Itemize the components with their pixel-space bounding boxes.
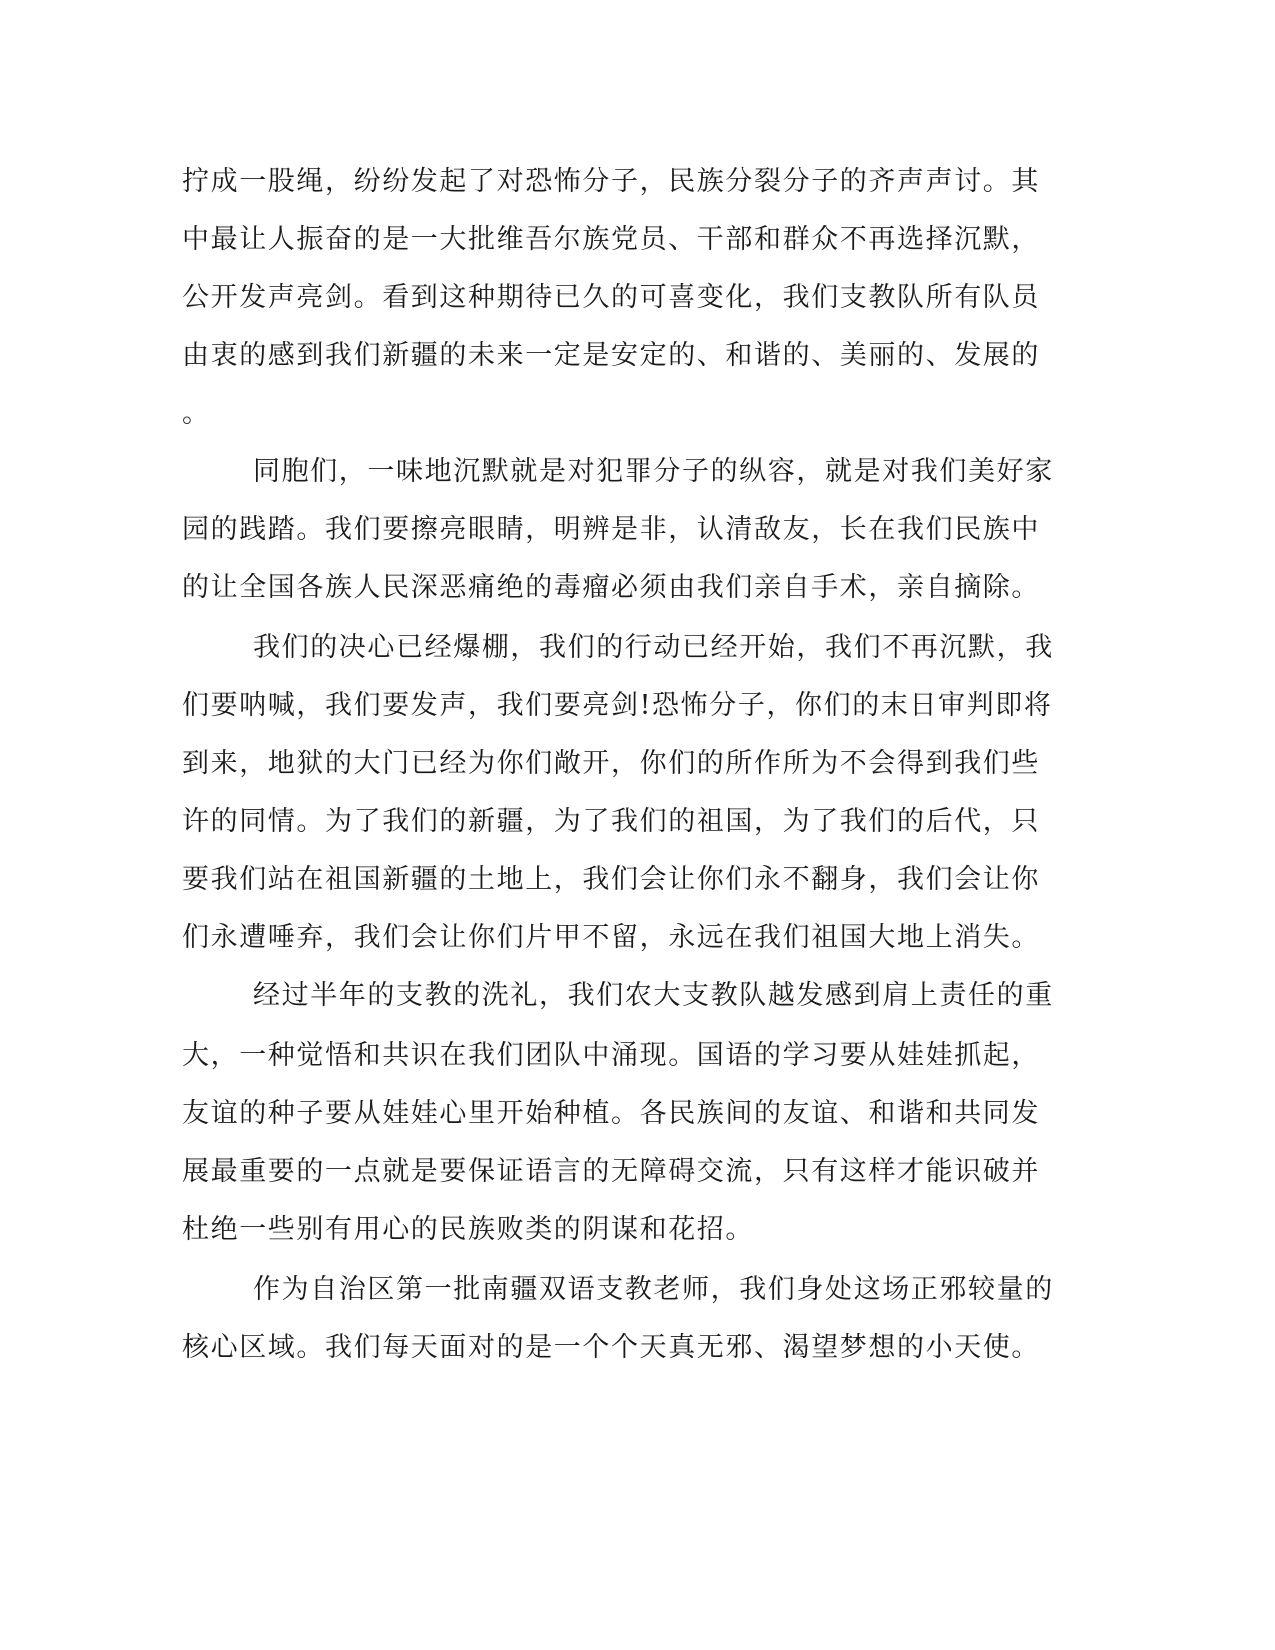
text-line: 要我们站在祖国新疆的土地上，我们会让你们永不翻身，我们会让你 <box>182 864 1040 895</box>
text-line: 核心区域。我们每天面对的是一个个天真无邪、渴望梦想的小天使。 <box>182 1332 1040 1363</box>
text-line: 的让全国各族人民深恶痛绝的毒瘤必须由我们亲自手术，亲自摘除。 <box>182 572 1040 603</box>
paragraph-first-line: 同胞们，一味地沉默就是对犯罪分子的纵容，就是对我们美好家 <box>253 456 1054 487</box>
text-line: 展最重要的一点就是要保证语言的无障碍交流，只有这样才能识破并 <box>182 1156 1040 1187</box>
text-line: 许的同情。为了我们的新疆，为了我们的祖国，为了我们的后代，只 <box>182 806 1040 837</box>
text-line: 园的践踏。我们要擦亮眼睛，明辨是非，认清敌友，长在我们民族中 <box>182 514 1040 545</box>
paragraph-first-line: 经过半年的支教的洗礼，我们农大支教队越发感到肩上责任的重 <box>253 980 1054 1011</box>
paragraph-first-line: 我们的决心已经爆棚，我们的行动已经开始，我们不再沉默，我 <box>253 632 1054 663</box>
text-line: 公开发声亮剑。看到这种期待已久的可喜变化，我们支教队所有队员 <box>182 282 1040 313</box>
text-line: 友谊的种子要从娃娃心里开始种植。各民族间的友谊、和谐和共同发 <box>182 1098 1040 1129</box>
text-line: 。 <box>182 398 211 429</box>
text-line: 杜绝一些别有用心的民族败类的阴谋和花招。 <box>182 1214 754 1245</box>
text-line: 们永遭唾弃，我们会让你们片甲不留，永远在我们祖国大地上消失。 <box>182 922 1040 953</box>
text-line: 们要呐喊，我们要发声，我们要亮剑!恐怖分子，你们的末日审判即将 <box>182 690 1053 721</box>
text-line: 由衷的感到我们新疆的未来一定是安定的、和谐的、美丽的、发展的 <box>182 340 1040 371</box>
text-line: 大，一种觉悟和共识在我们团队中涌现。国语的学习要从娃娃抓起， <box>182 1040 1040 1071</box>
text-line: 到来，地狱的大门已经为你们敞开，你们的所作所为不会得到我们些 <box>182 748 1040 779</box>
text-line: 拧成一股绳，纷纷发起了对恐怖分子，民族分裂分子的齐声声讨。其 <box>182 166 1040 197</box>
paragraph-first-line: 作为自治区第一批南疆双语支教老师，我们身处这场正邪较量的 <box>253 1274 1054 1305</box>
text-line: 中最让人振奋的是一大批维吾尔族党员、干部和群众不再选择沉默， <box>182 224 1040 255</box>
